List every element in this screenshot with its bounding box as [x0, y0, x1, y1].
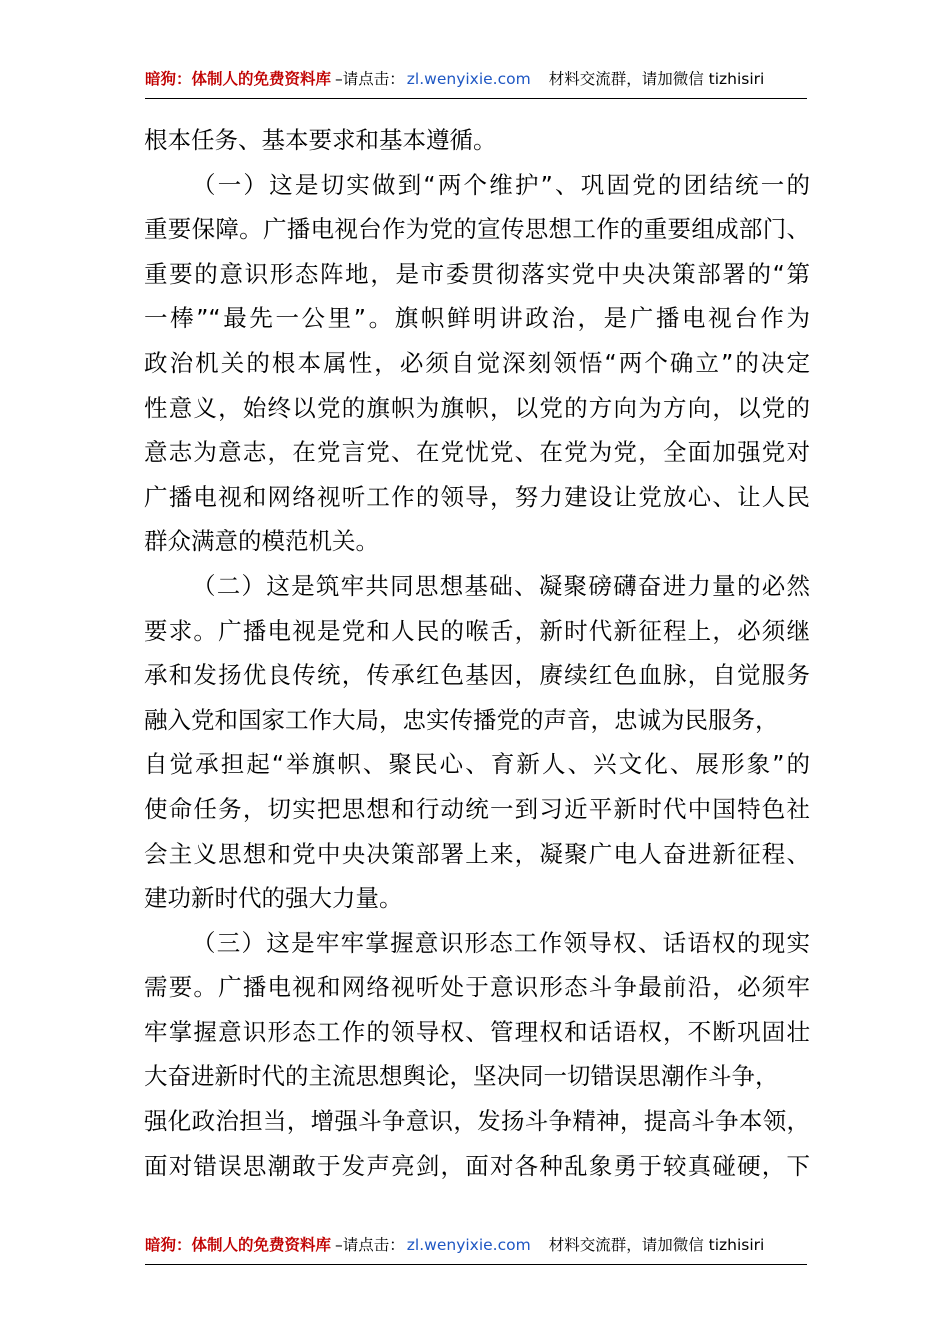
body-line: 性意义，始终以党的旗帜为旗帜，以党的方向为方向，以党的	[144, 393, 810, 422]
paragraph-3-heading-line: （三）这是牢牢掌握意识形态工作领导权、话语权的现实	[192, 928, 810, 957]
body-line: 重要保障。广播电视台作为党的宣传思想工作的重要组成部门、	[144, 215, 810, 244]
header-link[interactable]: zl.wenyixie.com	[406, 70, 531, 88]
body-line: 建功新时代的强大力量。	[144, 884, 403, 913]
body-line: 使命任务，切实把思想和行动统一到习近平新时代中国特色社	[144, 794, 810, 823]
body-line: 重要的意识形态阵地，是市委贯彻落实党中央决策部署的“第	[144, 259, 810, 288]
body-line: 会主义思想和党中央决策部署上来，凝聚广电人奋进新征程、	[144, 839, 810, 868]
footer-banner	[145, 1232, 807, 1265]
body-line: 要求。广播电视是党和人民的喉舌，新时代新征程上，必须继	[144, 616, 810, 645]
body-line: 群众满意的模范机关。	[144, 527, 379, 556]
footer-contact: 材料交流群，请加微信 tizhisiri	[548, 1236, 765, 1254]
header-banner	[145, 66, 807, 99]
footer-prompt: –请点击：	[335, 1236, 405, 1254]
footer-brand: 暗狗：体制人的免费资料库	[145, 1236, 332, 1254]
paragraph-2-heading-line: （二）这是筑牢共同思想基础、凝聚磅礴奋进力量的必然	[192, 571, 810, 600]
body-line: 广播电视和网络视听工作的领导，努力建设让党放心、让人民	[144, 482, 810, 511]
body-line: 需要。广播电视和网络视听处于意识形态斗争最前沿，必须牢	[144, 973, 810, 1002]
document-body	[144, 118, 810, 1188]
body-line: 政治机关的根本属性，必须自觉深刻领悟“两个确立”的决定	[144, 348, 810, 377]
paragraph-1-heading-line: （一）这是切实做到“两个维护”、巩固党的团结统一的	[192, 170, 810, 199]
header-brand: 暗狗：体制人的免费资料库	[145, 70, 332, 88]
body-line: 根本任务、基本要求和基本遵循。	[144, 126, 497, 154]
body-line: 面对错误思潮敢于发声亮剑，面对各种乱象勇于较真碰硬，下	[144, 1151, 810, 1180]
body-line: 承和发扬优良传统，传承红色基因，赓续红色血脉，自觉服务	[144, 661, 810, 690]
header-contact: 材料交流群，请加微信 tizhisiri	[548, 70, 765, 88]
header-prompt: –请点击：	[335, 70, 405, 88]
body-line: 融入党和国家工作大局，忠实传播党的声音，忠诚为民服务，	[144, 705, 779, 734]
body-line: 大奋进新时代的主流思想舆论，坚决同一切错误思潮作斗争，	[144, 1062, 779, 1091]
body-line: 牢掌握意识形态工作的领导权、管理权和话语权，不断巩固壮	[144, 1017, 810, 1046]
body-line: 自觉承担起“举旗帜、聚民心、育新人、兴文化、展形象”的	[144, 750, 810, 779]
body-line: 一棒”“最先一公里”。旗帜鲜明讲政治，是广播电视台作为	[144, 304, 810, 333]
body-line: 意志为意志，在党言党、在党忧党、在党为党，全面加强党对	[144, 438, 810, 467]
body-line: 强化政治担当，增强斗争意识，发扬斗争精神，提高斗争本领，	[144, 1107, 810, 1136]
footer-link[interactable]: zl.wenyixie.com	[406, 1236, 531, 1254]
